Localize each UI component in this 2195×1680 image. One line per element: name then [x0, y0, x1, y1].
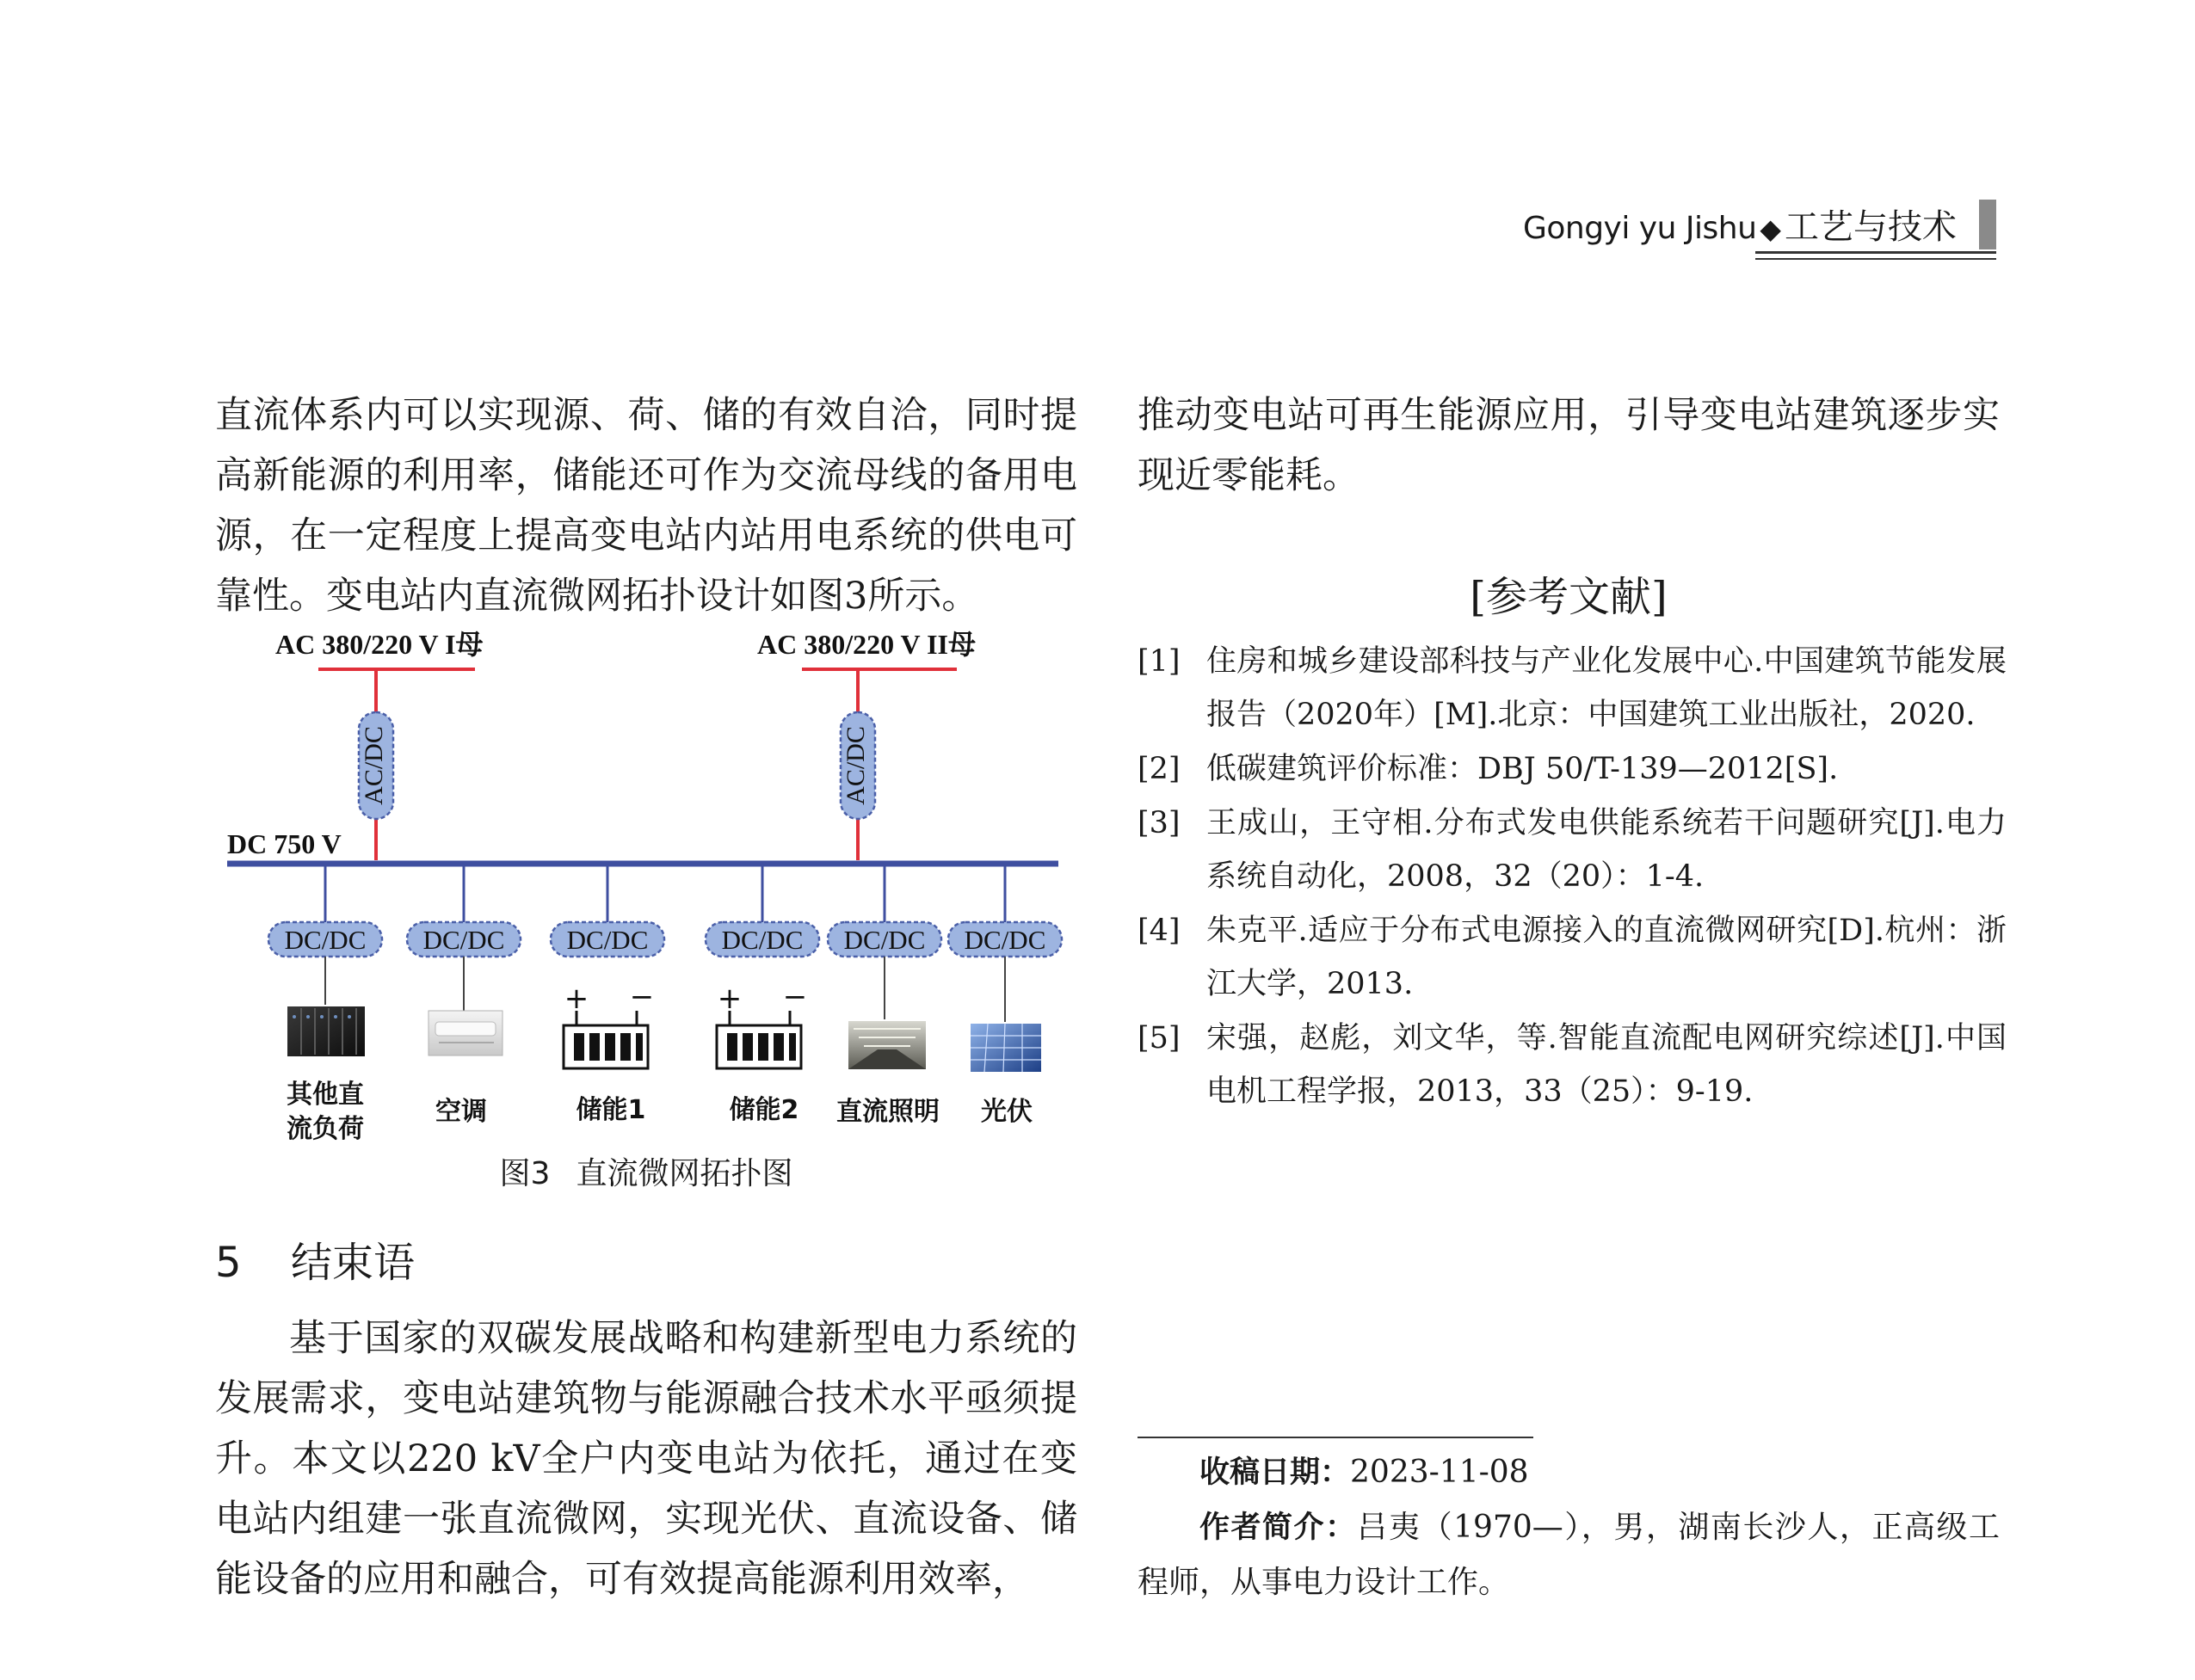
dcdc-converter-label: DC/DC	[721, 925, 804, 955]
reference-item	[1138, 742, 2007, 796]
lighting-photo	[848, 1021, 926, 1069]
running-header-text	[1523, 200, 1957, 249]
section-title: 结束语	[291, 1239, 416, 1287]
header-rule	[1755, 251, 1996, 254]
journal-section-chinese: 工艺与技术	[1785, 207, 1957, 247]
journal-name-latin: Gongyi yu Jishu	[1522, 211, 1757, 246]
acdc-converter-label: AC/DC	[359, 726, 388, 805]
acdc-converter-1	[359, 712, 393, 819]
load-label-pv: 光伏	[981, 1097, 1033, 1127]
reference-number: [4]	[1138, 914, 1181, 948]
reference-text: 朱克平.适应于分布式电源接入的直流微网研究[D].杭州：浙江大学，2013.	[1206, 914, 2007, 1001]
reference-number: [3]	[1138, 806, 1181, 840]
reference-number: [2]	[1138, 752, 1181, 786]
author-bio	[1138, 1500, 2000, 1610]
dcdc-converter-2	[407, 922, 521, 957]
reference-text: 王成山，王守相.分布式发电供能系统若干问题研究[J].电力系统自动化，2008，32（20）：1-4.	[1206, 806, 2007, 894]
dcdc-converter-label: DC/DC	[284, 925, 367, 955]
figure-caption-number: 图3	[499, 1156, 551, 1191]
dcdc-converter-label: DC/DC	[964, 925, 1046, 955]
solar-panel-photo	[971, 1024, 1041, 1072]
author-bio-value: 吕夷（1970—），男，湖南长沙人，正高级工程师，从事电力设计工作。	[1138, 1510, 2000, 1600]
reference-item	[1138, 904, 2007, 1011]
acdc-converter-2	[841, 712, 875, 819]
footnote-rule	[1138, 1437, 1533, 1438]
ac-bus-label-1: AC 380/220 V I母	[275, 629, 484, 660]
reference-number: [1]	[1138, 644, 1181, 679]
dc-microgrid-topology-figure	[215, 619, 1077, 1213]
battery-minus-label: −	[629, 980, 655, 1014]
reference-text: 低碳建筑评价标准：DBJ 50/T-139—2012[S].	[1206, 752, 1839, 786]
battery-plus-label: +	[717, 982, 743, 1016]
dcdc-converter-label: DC/DC	[566, 925, 649, 955]
conclusion-paragraph: 基于国家的双碳发展战略和构建新型电力系统的发展需求，变电站建筑物与能源融合技术水平亟须提升。本文以220 kV全户内变电站为依托，通过在变电站内组建一张直流微网，实现光伏、直流设备、储能设备的应用和融合，可有效提高能源利用效率，	[215, 1317, 1077, 1601]
dcdc-converter-3	[551, 922, 664, 957]
received-date	[1138, 1445, 2000, 1500]
reference-item	[1138, 635, 2007, 742]
section-number: 5	[215, 1239, 242, 1287]
references-heading: [参考文献]	[1470, 573, 1668, 621]
load-label-other-dc-line2: 流负荷	[287, 1114, 364, 1144]
body-paragraph: 推动变电站可再生能源应用，引导变电站建筑逐步实现近零能耗。	[1138, 394, 2000, 497]
reference-item	[1138, 1012, 2007, 1118]
header-rule	[1755, 258, 1996, 260]
battery-plus-label: +	[564, 982, 589, 1016]
dcdc-converter-label: DC/DC	[422, 925, 505, 955]
server-rack-photo	[287, 1006, 365, 1056]
body-paragraph: 直流体系内可以实现源、荷、储的有效自洽，同时提高新能源的利用率，储能还可作为交流母线的备用电源，在一定程度上提高变电站内站用电系统的供电可靠性。变电站内直流微网拓扑设计如图3所示。	[215, 394, 1077, 618]
load-label-air-conditioner: 空调	[435, 1097, 487, 1127]
figure-caption	[215, 1153, 1077, 1196]
battery-icon	[564, 980, 654, 1068]
acdc-converter-label: AC/DC	[841, 726, 870, 805]
header-bar-mark	[1979, 200, 1996, 249]
reference-text: 住房和城乡建设部科技与产业化发展中心.中国建筑节能发展报告（2020年）[M].北京：中国建筑工业出版社，2020.	[1206, 644, 2007, 732]
ac-bus-label-2: AC 380/220 V II母	[757, 629, 976, 660]
dcdc-converter-6	[948, 922, 1062, 957]
dc-bus-label: DC 750 V	[227, 828, 342, 859]
references-list	[1138, 635, 2007, 1119]
reference-text: 宋强，赵彪，刘文华，等.智能直流配电网研究综述[J].中国电机工程学报，2013，33（25）：9-19.	[1206, 1021, 2007, 1109]
load-label-other-dc: 其他直	[287, 1080, 364, 1110]
figure-caption-title: 直流微网拓扑图	[576, 1156, 793, 1191]
air-conditioner-photo	[429, 1011, 503, 1055]
received-date-label: 收稿日期：	[1199, 1455, 1351, 1490]
diamond-icon: ◆	[1760, 212, 1781, 245]
dc-drops	[325, 864, 1005, 922]
reference-number: [5]	[1138, 1021, 1181, 1055]
footnote	[1138, 1445, 2000, 1610]
load-label-storage-1: 储能1	[576, 1095, 646, 1125]
dcdc-converter-4	[706, 922, 819, 957]
load-label-dc-lighting: 直流照明	[836, 1097, 940, 1127]
dcdc-converter-1	[268, 922, 382, 957]
load-label-storage-2: 储能2	[729, 1095, 799, 1125]
running-header	[1514, 200, 1996, 262]
dcdc-converter-5	[828, 922, 941, 957]
received-date-value: 2023-11-08	[1350, 1455, 1529, 1490]
battery-minus-label: −	[782, 980, 808, 1014]
battery-icon	[717, 980, 807, 1068]
load-leads	[325, 957, 1005, 1022]
section-heading	[215, 1237, 415, 1289]
dcdc-converter-label: DC/DC	[843, 925, 926, 955]
author-bio-label: 作者简介：	[1199, 1511, 1357, 1545]
reference-item	[1138, 797, 2007, 903]
